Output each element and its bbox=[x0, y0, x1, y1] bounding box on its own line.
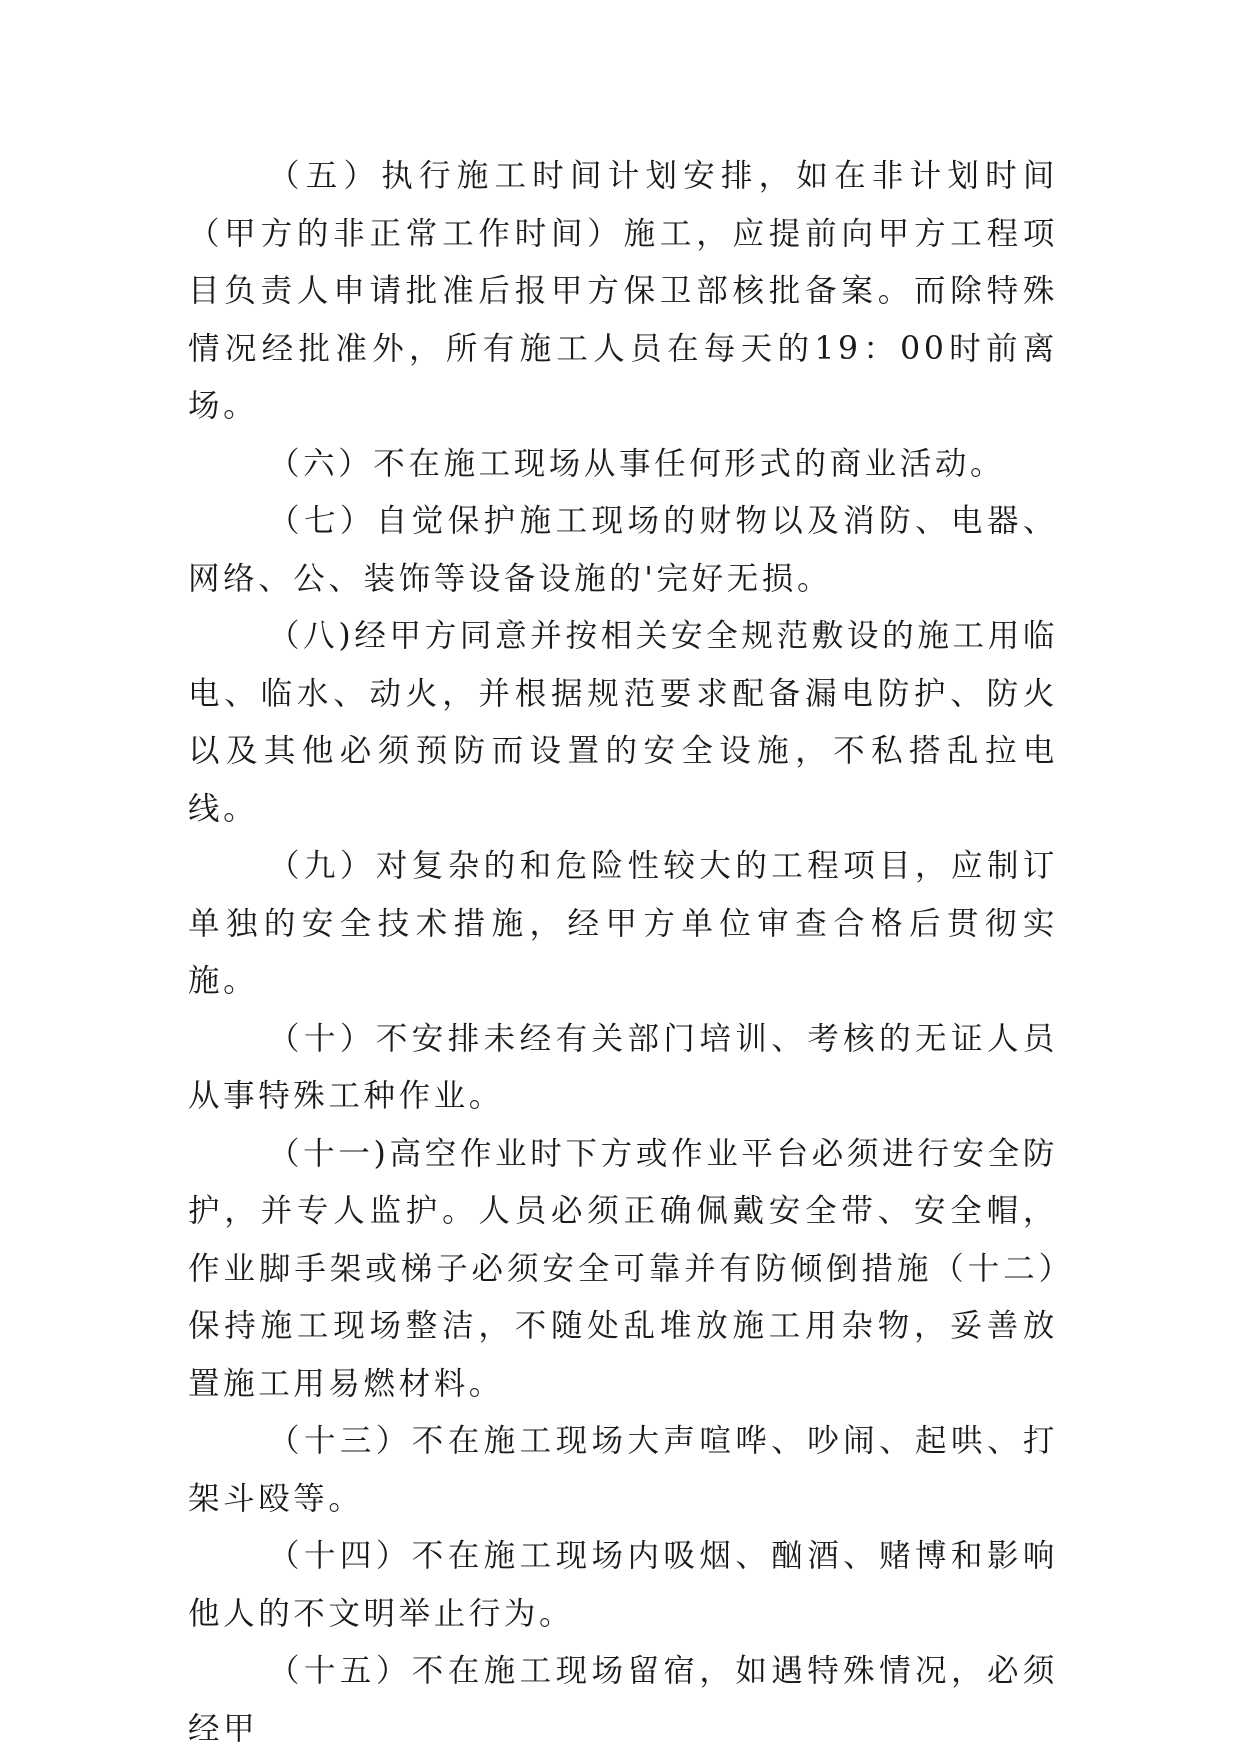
paragraph-13: （十三）不在施工现场大声喧哗、吵闹、起哄、打架斗殴等。 bbox=[188, 1423, 1058, 1517]
paragraph-8: （八)经甲方同意并按相关安全规范敷设的施工用临电、临水、动火，并根据规范要求配备漏电防护、防火以及其他必须预防而设置的安全设施，不私搭乱拉电线。 bbox=[188, 618, 1058, 827]
paragraph-14: （十四）不在施工现场内吸烟、酗酒、赌博和影响他人的不文明举止行为。 bbox=[188, 1538, 1058, 1632]
paragraph-11-12: （十一)高空作业时下方或作业平台必须进行安全防护，并专人监护。人员必须正确佩戴安全带、安全帽，作业脚手架或梯子必须安全可靠并有防倾倒措施（十二）保持施工现场整洁，不随处乱堆放施工用杂物，妥善放置施工用易燃材料。 bbox=[188, 1135, 1058, 1402]
body-text bbox=[188, 148, 1058, 1758]
paragraph-6: （六）不在施工现场从事任何形式的商业活动。 bbox=[268, 445, 1006, 482]
paragraph-7: （七）自觉保护施工现场的财物以及消防、电器、网络、公、装饰等设备设施的'完好无损。 bbox=[188, 503, 1058, 597]
paragraph-5: （五）执行施工时间计划安排，如在非计划时间（甲方的非正常工作时间）施工，应提前向甲方工程项目负责人申请批准后报甲方保卫部核批备案。而除特殊情况经批准外，所有施工人员在每天的19：00时前离场。 bbox=[188, 158, 1058, 424]
paragraph-9: （九）对复杂的和危险性较大的工程项目，应制订单独的安全技术措施，经甲方单位审查合格后贯彻实施。 bbox=[188, 848, 1058, 999]
paragraph-15: （十五）不在施工现场留宿，如遇特殊情况，必须经甲 bbox=[188, 1653, 1058, 1747]
paragraph-10: （十）不安排未经有关部门培训、考核的无证人员从事特殊工种作业。 bbox=[188, 1020, 1058, 1114]
